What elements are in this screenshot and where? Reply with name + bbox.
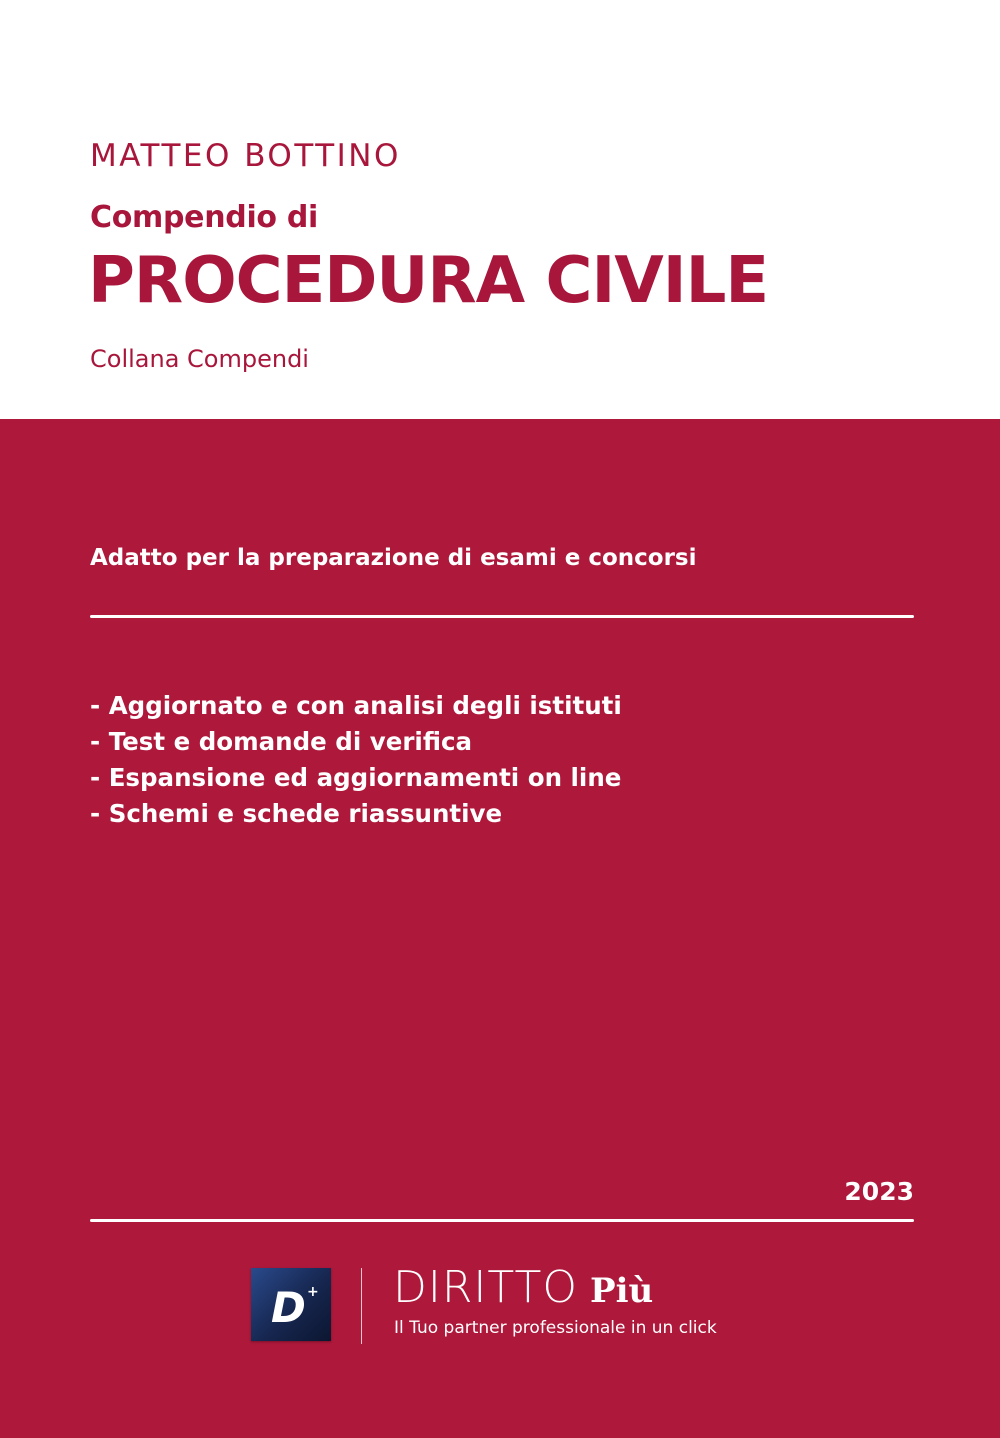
logo-letter: D — [271, 1283, 306, 1332]
feature-item: - Aggiornato e con analisi degli istituti — [90, 691, 622, 720]
d-plus-logo-icon — [251, 1268, 331, 1341]
book-title: PROCEDURA CIVILE — [88, 244, 769, 318]
publisher-claim: Il Tuo partner professionale in un click — [394, 1318, 717, 1338]
tagline: Adatto per la preparazione di esami e concorsi — [90, 545, 697, 571]
series-name: Collana Compendi — [90, 345, 309, 373]
feature-item: - Espansione ed aggiornamenti on line — [90, 763, 622, 792]
edition-year: 2023 — [844, 1177, 914, 1206]
publisher-name — [393, 1262, 653, 1313]
cover-header — [0, 0, 1000, 419]
publisher-name-main: DIRITTO — [393, 1262, 579, 1313]
feature-item: - Test e domande di verifica — [90, 727, 473, 756]
feature-list — [90, 688, 622, 832]
logo-divider — [361, 1268, 362, 1344]
divider-bottom — [90, 1219, 914, 1222]
feature-item: - Schemi e schede riassuntive — [90, 799, 503, 828]
book-subtitle: Compendio di — [90, 200, 319, 235]
author-name: MATTEO BOTTINO — [90, 138, 401, 174]
logo-plus: + — [307, 1284, 319, 1300]
publisher-name-suffix: Più — [590, 1271, 654, 1311]
divider-top — [90, 615, 914, 618]
